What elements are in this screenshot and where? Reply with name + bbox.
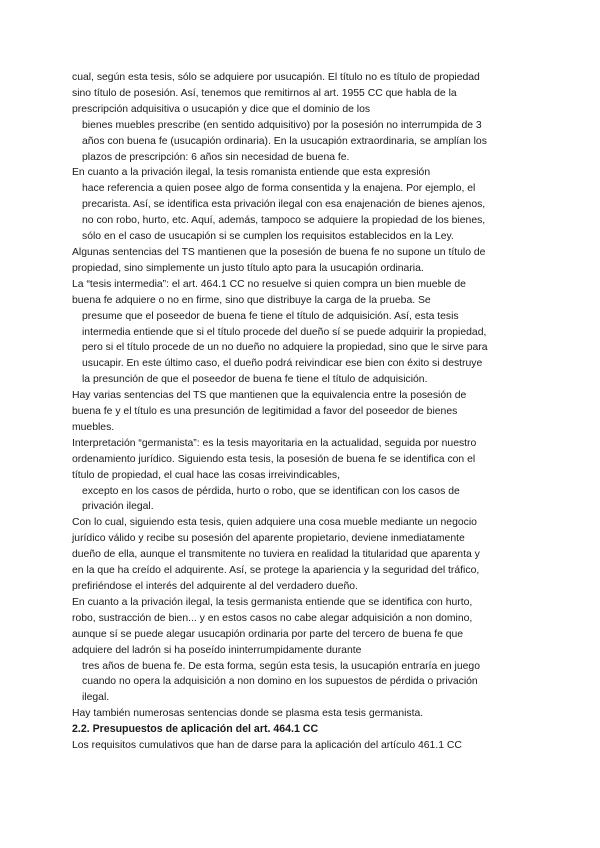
paragraph-sentencias-ts-2 [72,388,492,436]
paragraph-con-lo-cual [72,515,492,595]
paragraph-requisitos: Los requisitos cumulativos que han de darse para la aplicación del artículo 461.1 CC [72,740,462,752]
paragraph-text: Con lo cual, siguiendo esta tesis, quien adquiere una cosa mueble mediante un negocio jurídico válido y recibe su posesión del aparente propietario, deviene inmediatamente dueño de ella, aunque el transmitente no tuviera en realidad la titularidad que aparenta y en la que ha creído el adquirente. Así, se protege la apariencia y la seguridad del tráfico, prefiriéndose el interés del adquirente al del verdadero dueño. [72,517,480,592]
paragraph-text: Interpretación “germanista”: es la tesis mayoritaria en la actualidad, seguida por nuestro ordenamiento jurídico. Siguiendo esta tesis, la posesión de buena fe se identifica con el título de propiedad, el cual hace las cosas irreivindicables, [72,437,477,481]
section-heading: 2.2. Presupuestos de aplicación del art. 464.1 CC [72,723,319,736]
paragraph-text: Hay también numerosas sentencias donde se plasma esta tesis germanista. [72,708,424,720]
paragraph-text: Algunas sentencias del TS mantienen que la posesión de buena fe no supone un título de propiedad, sino simplemente un justo título apto para la usucapión ordinaria. [72,246,486,274]
paragraph-tesis-intermedia [72,277,492,388]
paragraph-usucapion [72,70,492,165]
paragraph-privacion-germanista [72,595,492,706]
paragraph-privacion-romanista [72,165,492,245]
document-body [72,70,492,754]
paragraph-numerosas-sentencias [72,706,492,722]
paragraph-continuation: bienes muebles prescribe (en sentido adquisitivo) por la posesión no interrumpida de 3 años con buena fe (usucapión ordinaria). En la usucapión extraordinaria, se amplían los plazos de prescripción: 6 años sin necesidad de buena fe. [82,119,487,163]
paragraph-text: Hay varias sentencias del TS que mantienen que la equivalencia entre la posesión de buena fe y el título es una presunción de legitimidad a favor del poseedor de bienes muebles. [72,390,467,433]
paragraph-text: En cuanto a la privación ilegal, la tesis romanista entiende que esta expresión [72,167,431,179]
paragraph-continuation: presume que el poseedor de buena fe tiene el título de adquisición. Así, esta tesis intermedia entiende que si el título procede del dueño sí se puede adquirir la propiedad, pero si el título procede de un no dueño no adquiere la propiedad, sino que le sirve para usucapir. En este último caso, el dueño podrá reivindicar ese bien con éxito si destruye la presunción de que el poseedor de buena fe tiene el título de adquisición. [82,310,488,386]
paragraph-text: La “tesis intermedia”: el art. 464.1 CC no resuelve si quien compra un bien mueble de buena fe adquiere o no en firme, sino que distribuye la carga de la prueba. Se [72,278,466,306]
paragraph-germanista [72,436,492,516]
paragraph-text: cual, según esta tesis, sólo se adquiere por usucapión. El título no es título de propiedad sino título de posesión. Así, tenemos que remitirnos al art. 1955 CC que habla de la prescripción adquisitiva o usucapión y dice que el dominio de los [72,72,480,115]
paragraph-continuation: excepto en los casos de pérdida, hurto o robo, que se identifican con los casos de privación ilegal. [82,485,460,513]
paragraph-sentencias-ts-1 [72,245,492,277]
paragraph-continuation: tres años de buena fe. De esta forma, según esta tesis, la usucapión entraría en juego cuando no opera la adquisición a non domino en los supuestos de pérdida o privación ilegal. [82,660,480,704]
paragraph-text: En cuanto a la privación ilegal, la tesis germanista entiende que se identifica con hurto, robo, sustracción de bien... y en estos casos no cabe alegar adquisición a non domino, aunque sí se puede alegar usucapión ordinaria por parte del tercero de buena fe que adquiere del ladrón si ha poseído ininterrumpidamente durante [72,596,473,656]
paragraph-continuation: hace referencia a quien posee algo de forma consentida y la enajena. Por ejemplo, el precarista. Así, se identifica esta privación ilegal con esa enajenación de bienes ajenos, no con robo, hurto, etc. Aquí, además, tampoco se adquiere la propiedad de los bienes, sólo en el caso de usucapión si se cumplen los requisitos establecidos en la Ley. [82,183,486,243]
